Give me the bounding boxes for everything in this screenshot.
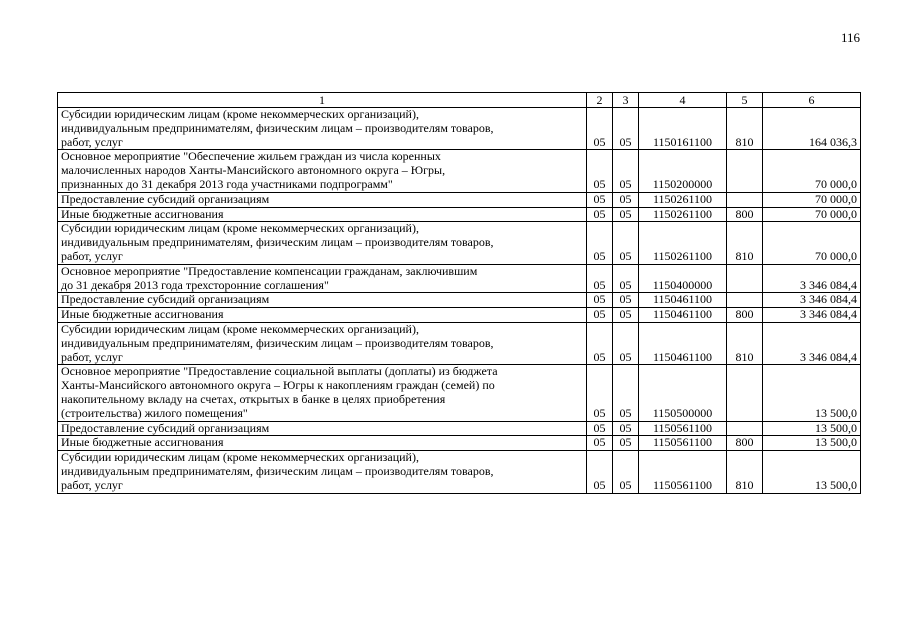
expense-type-cell <box>727 264 763 293</box>
target-article-cell: 1150561100 <box>639 451 727 493</box>
target-article-cell: 1150561100 <box>639 436 727 451</box>
section-cell: 05 <box>587 108 613 150</box>
target-article-cell: 1150400000 <box>639 264 727 293</box>
target-article-cell: 1150261100 <box>639 222 727 264</box>
row-name-line: индивидуальным предпринимателям, физическим лицам – производителям товаров, <box>61 235 494 250</box>
row-name-line: (строительства) жилого помещения" <box>61 405 248 420</box>
expense-type-cell: 810 <box>727 222 763 264</box>
amount-cell: 164 036,3 <box>763 108 861 150</box>
amount-cell: 3 346 084,4 <box>763 293 861 308</box>
section-cell: 05 <box>587 264 613 293</box>
table-header-row <box>58 93 861 108</box>
row-name-line: работ, услуг <box>61 248 123 263</box>
subsection-cell: 05 <box>613 451 639 493</box>
target-article-cell: 1150200000 <box>639 150 727 192</box>
table-row <box>58 293 861 308</box>
row-name-cell <box>58 436 587 451</box>
amount-cell: 3 346 084,4 <box>763 264 861 293</box>
table-row <box>58 421 861 436</box>
row-name-line: Иные бюджетные ассигнования <box>61 207 224 221</box>
row-name-line: Субсидии юридическим лицам (кроме некоммерческих организаций), <box>61 221 419 236</box>
amount-cell: 70 000,0 <box>763 207 861 222</box>
amount-cell: 13 500,0 <box>763 451 861 493</box>
amount-cell: 13 500,0 <box>763 365 861 421</box>
subsection-cell: 05 <box>613 192 639 207</box>
target-article-cell: 1150500000 <box>639 365 727 421</box>
header-cell: 5 <box>727 93 763 108</box>
table-row <box>58 451 861 493</box>
row-name-line: Иные бюджетные ассигнования <box>61 307 224 322</box>
header-cell: 6 <box>763 93 861 108</box>
row-name-line: работ, услуг <box>61 134 123 149</box>
row-name-line: Предоставление субсидий организациям <box>61 192 270 206</box>
expense-type-cell <box>727 365 763 421</box>
row-name-line: индивидуальным предпринимателям, физическим лицам – производителям товаров, <box>61 335 494 350</box>
subsection-cell: 05 <box>613 293 639 308</box>
expense-type-cell <box>727 421 763 436</box>
expense-type-cell <box>727 192 763 207</box>
header-cell: 1 <box>58 93 587 108</box>
section-cell: 05 <box>587 308 613 323</box>
budget-table <box>57 92 861 494</box>
section-cell: 05 <box>587 293 613 308</box>
row-name-cell <box>58 264 587 293</box>
amount-cell: 70 000,0 <box>763 192 861 207</box>
row-name-cell <box>58 192 587 207</box>
row-name-line: Предоставление субсидий организациям <box>61 421 270 435</box>
expense-type-cell <box>727 293 763 308</box>
target-article-cell: 1150461100 <box>639 322 727 364</box>
row-name-line: Основное мероприятие "Предоставление компенсации гражданам, заключившим <box>61 264 478 278</box>
amount-cell: 13 500,0 <box>763 421 861 436</box>
expense-type-cell: 800 <box>727 436 763 451</box>
table-row <box>58 192 861 207</box>
row-name-line: Субсидии юридическим лицам (кроме некоммерческих организаций), <box>61 107 419 121</box>
subsection-cell: 05 <box>613 308 639 323</box>
target-article-cell: 1150261100 <box>639 207 727 222</box>
amount-cell: 70 000,0 <box>763 222 861 264</box>
table-row <box>58 108 861 150</box>
table-row <box>58 308 861 323</box>
row-name-cell <box>58 365 587 421</box>
row-name-cell <box>58 108 587 150</box>
expense-type-cell: 810 <box>727 108 763 150</box>
row-name-line: Субсидии юридическим лицам (кроме некоммерческих организаций), <box>61 450 419 465</box>
subsection-cell: 05 <box>613 365 639 421</box>
row-name-cell <box>58 207 587 222</box>
amount-cell: 70 000,0 <box>763 150 861 192</box>
row-name-line: Ханты-Мансийского автономного округа – Югры к накоплениям граждан (семей) по <box>61 378 495 393</box>
row-name-line: работ, услуг <box>61 477 123 492</box>
section-cell: 05 <box>587 365 613 421</box>
expense-type-cell: 810 <box>727 322 763 364</box>
row-name-cell <box>58 150 587 192</box>
section-cell: 05 <box>587 150 613 192</box>
subsection-cell: 05 <box>613 322 639 364</box>
target-article-cell: 1150161100 <box>639 108 727 150</box>
table-row <box>58 365 861 421</box>
section-cell: 05 <box>587 436 613 451</box>
row-name-line: индивидуальным предпринимателям, физическим лицам – производителям товаров, <box>61 120 494 135</box>
table-row <box>58 322 861 364</box>
row-name-line: признанных до 31 декабря 2013 года участниками подпрограмм" <box>61 176 393 191</box>
target-article-cell: 1150461100 <box>639 308 727 323</box>
table-row <box>58 264 861 293</box>
amount-cell: 3 346 084,4 <box>763 308 861 323</box>
subsection-cell: 05 <box>613 108 639 150</box>
row-name-line: Основное мероприятие "Предоставление социальной выплаты (доплаты) из бюджета <box>61 364 498 379</box>
subsection-cell: 05 <box>613 207 639 222</box>
expense-type-cell: 800 <box>727 207 763 222</box>
section-cell: 05 <box>587 451 613 493</box>
row-name-cell <box>58 322 587 364</box>
header-cell: 2 <box>587 93 613 108</box>
table-row <box>58 222 861 264</box>
section-cell: 05 <box>587 421 613 436</box>
section-cell: 05 <box>587 322 613 364</box>
header-cell: 3 <box>613 93 639 108</box>
section-cell: 05 <box>587 222 613 264</box>
row-name-line: малочисленных народов Ханты-Мансийского автономного округа – Югры, <box>61 163 446 178</box>
row-name-line: до 31 декабря 2013 года трехсторонние соглашения" <box>61 277 329 292</box>
row-name-line: Предоставление субсидий организациям <box>61 292 270 307</box>
subsection-cell: 05 <box>613 421 639 436</box>
row-name-cell <box>58 293 587 308</box>
expense-type-cell: 800 <box>727 308 763 323</box>
amount-cell: 13 500,0 <box>763 436 861 451</box>
row-name-cell <box>58 451 587 493</box>
expense-type-cell <box>727 150 763 192</box>
row-name-line: индивидуальным предпринимателям, физическим лицам – производителям товаров, <box>61 463 494 478</box>
page-number: 116 <box>840 30 860 45</box>
expense-type-cell: 810 <box>727 451 763 493</box>
subsection-cell: 05 <box>613 264 639 293</box>
subsection-cell: 05 <box>613 222 639 264</box>
table-body <box>58 108 861 494</box>
target-article-cell: 1150561100 <box>639 421 727 436</box>
row-name-cell <box>58 421 587 436</box>
target-article-cell: 1150461100 <box>639 293 727 308</box>
row-name-line: Иные бюджетные ассигнования <box>61 435 224 450</box>
target-article-cell: 1150261100 <box>639 192 727 207</box>
subsection-cell: 05 <box>613 436 639 451</box>
section-cell: 05 <box>587 207 613 222</box>
row-name-line: накопительному вкладу на счетах, открытых в банке в целях приобретения <box>61 391 446 406</box>
subsection-cell: 05 <box>613 150 639 192</box>
table-row <box>58 150 861 192</box>
row-name-cell <box>58 222 587 264</box>
row-name-line: Основное мероприятие "Обеспечение жильем граждан из числа коренных <box>61 149 441 164</box>
header-cell: 4 <box>639 93 727 108</box>
row-name-line: работ, услуг <box>61 349 123 364</box>
amount-cell: 3 346 084,4 <box>763 322 861 364</box>
row-name-cell <box>58 308 587 323</box>
section-cell: 05 <box>587 192 613 207</box>
table-row <box>58 436 861 451</box>
table-row <box>58 207 861 222</box>
row-name-line: Субсидии юридическим лицам (кроме некоммерческих организаций), <box>61 322 419 336</box>
